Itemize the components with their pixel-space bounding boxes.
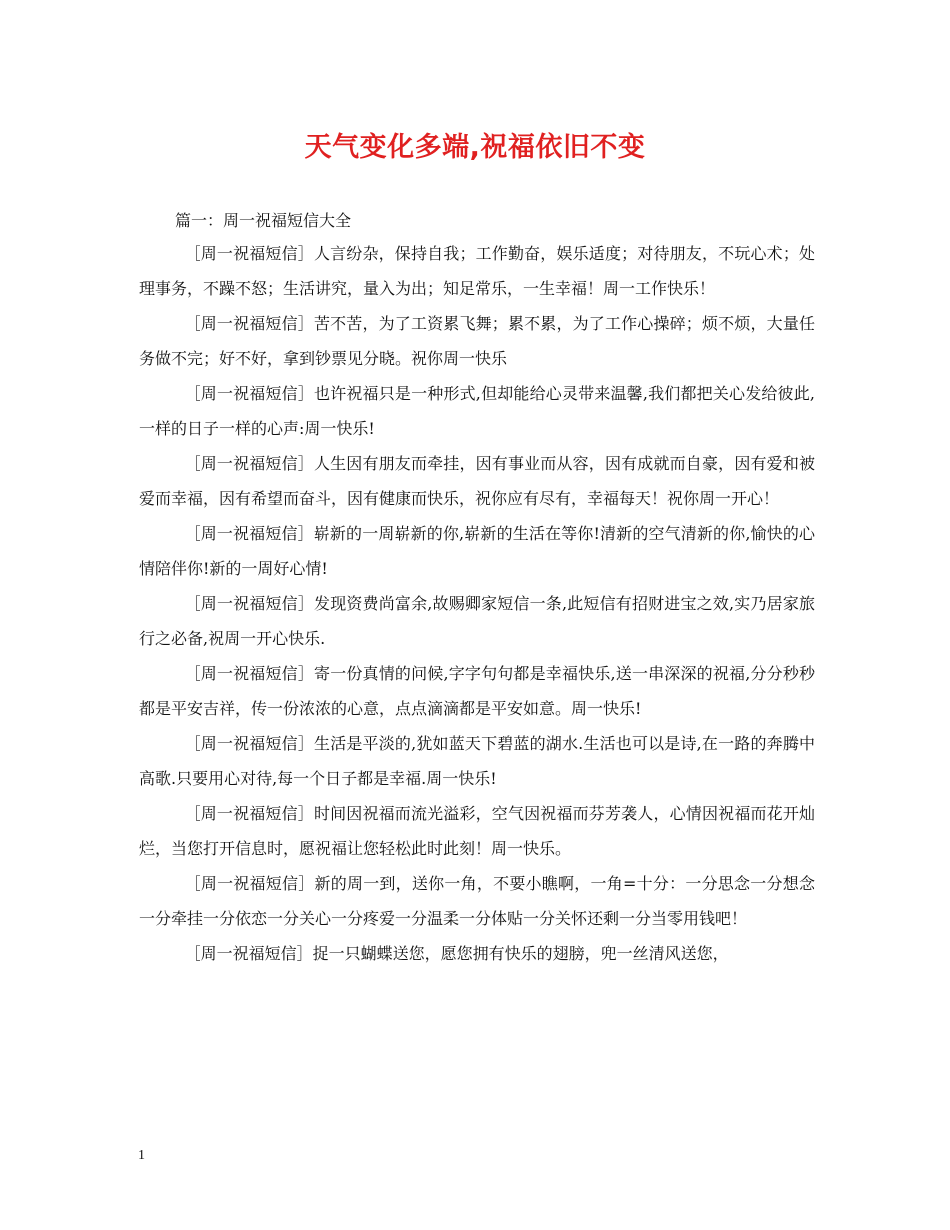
paragraph: ［周一祝福短信］也许祝福只是一种形式,但却能给心灵带来温馨,我们都把关心发给彼此,一样的日子一样的心声:周一快乐! (139, 384, 815, 438)
document-body (139, 236, 815, 971)
page-number: 1 (138, 1148, 145, 1163)
paragraph: ［周一祝福短信］人言纷杂，保持自我；工作勤奋，娱乐适度；对待朋友，不玩心术；处理事务，不躁不怒；生活讲究，量入为出；知足常乐，一生幸福！周一工作快乐！ (139, 244, 815, 298)
paragraph: ［周一祝福短信］寄一份真情的问候,字字句句都是幸福快乐,送一串深深的祝福,分分秒秒都是平安吉祥，传一份浓浓的心意，点点滴滴都是平安如意。周一快乐! (139, 664, 815, 718)
paragraph: ［周一祝福短信］生活是平淡的,犹如蓝天下碧蓝的湖水.生活也可以是诗,在一路的奔腾中高歌.只要用心对待,每一个日子都是幸福.周一快乐! (139, 734, 815, 788)
paragraph: ［周一祝福短信］捉一只蝴蝶送您，愿您拥有快乐的翅膀，兜一丝清风送您， (184, 944, 729, 963)
paragraph: ［周一祝福短信］人生因有朋友而牵挂，因有事业而从容，因有成就而自豪，因有爱和被爱而幸福，因有希望而奋斗，因有健康而快乐，祝你应有尽有，幸福每天！祝你周一开心！ (139, 454, 815, 508)
document-title: 天气变化多端,祝福依旧不变 (304, 132, 646, 163)
paragraph: ［周一祝福短信］发现资费尚富余,故赐卿家短信一条,此短信有招财进宝之效,实乃居家旅行之必备,祝周一开心快乐. (139, 594, 815, 648)
paragraph: ［周一祝福短信］崭新的一周崭新的你,崭新的生活在等你!清新的空气清新的你,愉快的心情陪伴你!新的一周好心情! (139, 524, 815, 578)
paragraph: ［周一祝福短信］新的周一到，送你一角，不要小瞧啊，一角=十分：一分思念一分想念一分牵挂一分依恋一分关心一分疼爱一分温柔一分体贴一分关怀还剩一分当零用钱吧！ (139, 874, 815, 928)
paragraph: ［周一祝福短信］时间因祝福而流光溢彩，空气因祝福而芬芳袭人，心情因祝福而花开灿烂，当您打开信息时，愿祝福让您轻松此时此刻！周一快乐。 (139, 804, 815, 858)
section-heading: 篇一：周一祝福短信大全 (175, 211, 352, 230)
paragraph: ［周一祝福短信］苦不苦，为了工资累飞舞；累不累，为了工作心操碎；烦不烦，大量任务做不完；好不好，拿到钞票见分晓。祝你周一快乐 (139, 314, 815, 368)
